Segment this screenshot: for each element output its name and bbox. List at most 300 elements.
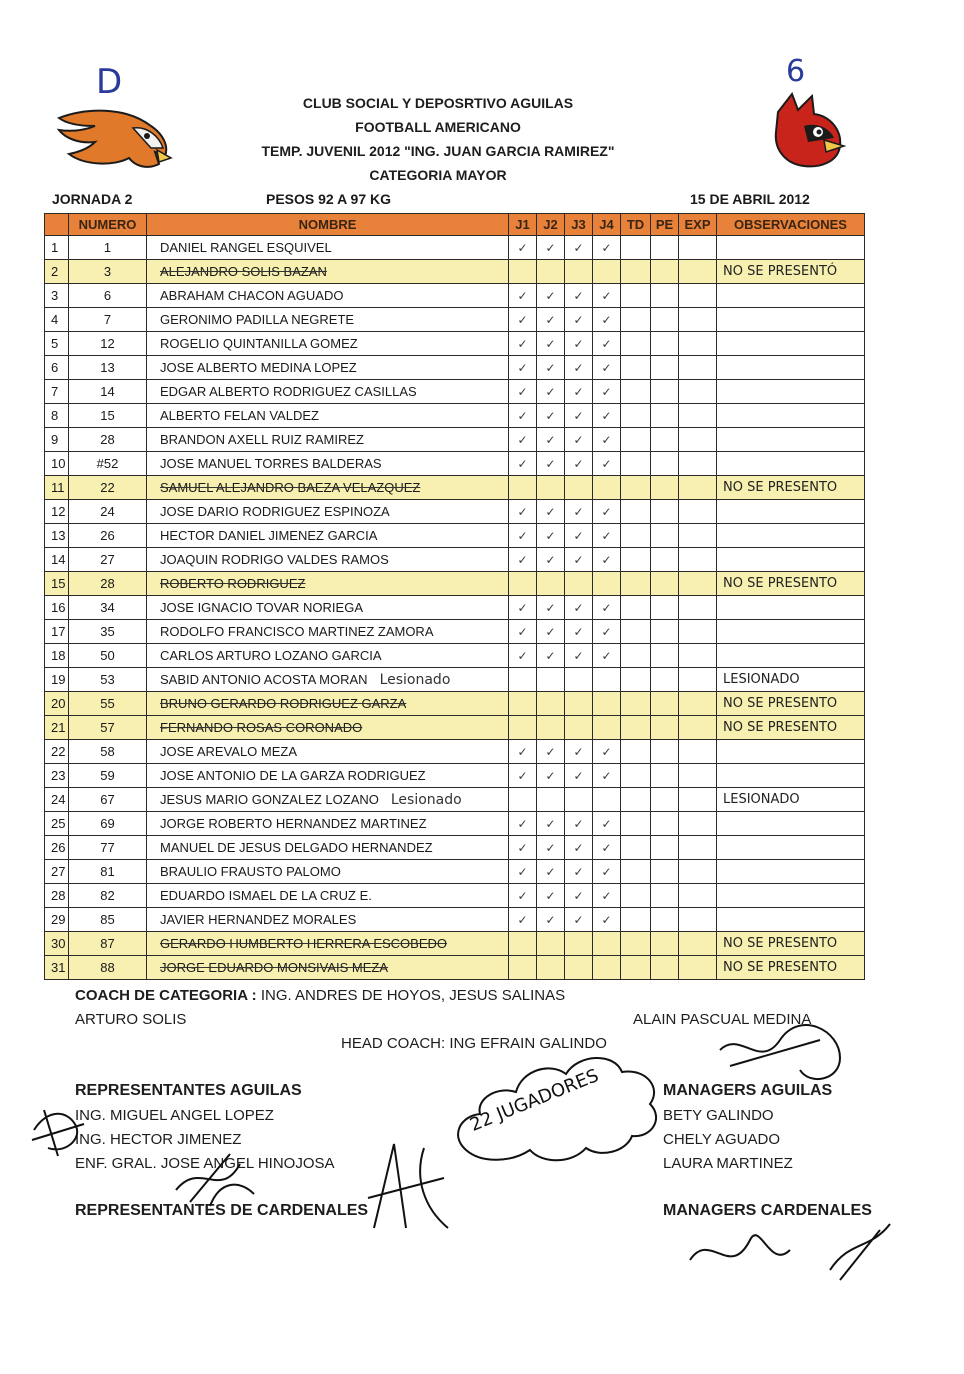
observation [717,860,865,884]
player-name-text: BRUNO GERARDO RODRIGUEZ GARZA [160,696,407,711]
row-index: 26 [45,836,69,860]
cell-exp [679,548,717,572]
cell-pe [651,236,679,260]
cell-pe [651,332,679,356]
table-row [45,884,865,908]
attendance-check-j1 [509,956,537,980]
sport-title: FOOTBALL AMERICANO [355,119,521,135]
row-index: 27 [45,860,69,884]
observation [717,764,865,788]
player-number: 27 [69,548,147,572]
player-number: #52 [69,452,147,476]
cell-pe [651,380,679,404]
attendance-check-j2: ✓ [537,500,565,524]
rep-aguilas-3: ENF. GRAL. JOSE ANGEL HINOJOSA [75,1155,335,1172]
observation: NO SE PRESENTO [717,716,865,740]
cell-pe [651,644,679,668]
table-row [45,356,865,380]
observation [717,500,865,524]
row-index: 20 [45,692,69,716]
col-observaciones: OBSERVACIONES [717,214,865,236]
row-index: 31 [45,956,69,980]
col-td: TD [621,214,651,236]
cell-td [621,284,651,308]
player-name [147,788,509,812]
table-row [45,524,865,548]
table-row [45,860,865,884]
player-name [147,428,509,452]
attendance-check-j4 [593,716,621,740]
attendance-check-j4 [593,956,621,980]
signature-right-top [700,1010,860,1090]
observation [717,740,865,764]
table-row [45,764,865,788]
player-name-text: GERONIMO PADILLA NEGRETE [160,312,355,327]
attendance-check-j2: ✓ [537,236,565,260]
attendance-check-j4 [593,692,621,716]
player-name [147,596,509,620]
attendance-check-j4 [593,668,621,692]
attendance-check-j4: ✓ [593,524,621,548]
attendance-check-j2 [537,716,565,740]
handwritten-total: 22 JUGADORES [467,1065,602,1136]
attendance-check-j1: ✓ [509,908,537,932]
player-number: 85 [69,908,147,932]
observation [717,908,865,932]
attendance-check-j1 [509,260,537,284]
cell-exp [679,356,717,380]
row-index: 12 [45,500,69,524]
coach-right: ALAIN PASCUAL MEDINA [633,1011,812,1028]
row-index: 17 [45,620,69,644]
player-name-text: JOSE ANTONIO DE LA GARZA RODRIGUEZ [160,768,426,783]
mgr-aguilas-title: MANAGERS AGUILAS [663,1082,833,1099]
player-name-text: ROGELIO QUINTANILLA GOMEZ [160,336,358,351]
observation [717,620,865,644]
cell-exp [679,236,717,260]
attendance-check-j2: ✓ [537,356,565,380]
player-name-text: SAMUEL ALEJANDRO BAEZA VELAZQUEZ [160,480,421,495]
season-title: TEMP. JUVENIL 2012 "ING. JUAN GARCIA RAMIREZ" [261,143,615,159]
attendance-check-j1: ✓ [509,764,537,788]
attendance-check-j3: ✓ [565,380,593,404]
player-name-text: RODOLFO FRANCISCO MARTINEZ ZAMORA [160,624,434,639]
player-name [147,884,509,908]
attendance-check-j3: ✓ [565,548,593,572]
attendance-check-j2: ✓ [537,644,565,668]
cell-pe [651,932,679,956]
handwritten-note: Lesionado [390,791,462,808]
player-number: 35 [69,620,147,644]
player-number: 69 [69,812,147,836]
cell-exp [679,380,717,404]
attendance-check-j2: ✓ [537,620,565,644]
cell-pe [651,692,679,716]
observation [717,428,865,452]
cell-td [621,836,651,860]
col-exp: EXP [679,214,717,236]
attendance-check-j3: ✓ [565,236,593,260]
row-index: 6 [45,356,69,380]
cell-pe [651,956,679,980]
attendance-check-j3 [565,932,593,956]
attendance-check-j4: ✓ [593,644,621,668]
cell-exp [679,452,717,476]
observation [717,332,865,356]
attendance-check-j2 [537,788,565,812]
attendance-check-j4: ✓ [593,380,621,404]
observation [717,356,865,380]
rep-aguilas-title: REPRESENTANTES AGUILAS [75,1082,302,1099]
attendance-check-j3: ✓ [565,332,593,356]
cell-td [621,524,651,548]
player-name-text: JOSE IGNACIO TOVAR NORIEGA [160,600,363,615]
row-index: 24 [45,788,69,812]
player-name-text: HECTOR DANIEL JIMENEZ GARCIA [160,528,378,543]
cell-exp [679,740,717,764]
col-j3: J3 [565,214,593,236]
player-name-text: CARLOS ARTURO LOZANO GARCIA [160,648,382,663]
rep-cardenales-title: REPRESENTANTES DE CARDENALES [75,1202,369,1219]
cell-pe [651,284,679,308]
player-name-text: BRAULIO FRAUSTO PALOMO [160,864,341,879]
row-index: 2 [45,260,69,284]
row-index: 9 [45,428,69,452]
table-row [45,572,865,596]
cell-td [621,572,651,596]
attendance-check-j3: ✓ [565,764,593,788]
cell-td [621,908,651,932]
player-name [147,236,509,260]
attendance-check-j2: ✓ [537,452,565,476]
player-name [147,812,509,836]
attendance-check-j1: ✓ [509,404,537,428]
table-row [45,620,865,644]
table-row [45,956,865,980]
row-index: 11 [45,476,69,500]
attendance-check-j2: ✓ [537,884,565,908]
player-number: 14 [69,380,147,404]
attendance-check-j4: ✓ [593,836,621,860]
player-name-text: JOSE DARIO RODRIGUEZ ESPINOZA [160,504,390,519]
row-index: 25 [45,812,69,836]
cell-pe [651,404,679,428]
cell-exp [679,644,717,668]
row-index: 7 [45,380,69,404]
player-name-text: ROBERTO RODRIGUEZ [160,576,306,591]
cell-exp [679,332,717,356]
table-row [45,500,865,524]
table-row [45,548,865,572]
cell-exp [679,524,717,548]
col-nombre: NOMBRE [147,214,509,236]
attendance-check-j2: ✓ [537,812,565,836]
cell-exp [679,476,717,500]
attendance-check-j1: ✓ [509,860,537,884]
attendance-check-j2: ✓ [537,764,565,788]
cell-td [621,308,651,332]
observation: LESIONADO [717,788,865,812]
table-row [45,380,865,404]
cell-exp [679,932,717,956]
coach-label: COACH DE CATEGORIA : [75,987,257,1004]
attendance-check-j1 [509,932,537,956]
table-row [45,596,865,620]
attendance-check-j4 [593,932,621,956]
cell-exp [679,836,717,860]
player-number: 81 [69,860,147,884]
table-row [45,812,865,836]
cell-td [621,428,651,452]
attendance-check-j3 [565,956,593,980]
round-label: JORNADA 2 [52,191,133,207]
player-name [147,908,509,932]
player-name-text: EDUARDO ISMAEL DE LA CRUZ E. [160,888,372,903]
player-name [147,404,509,428]
attendance-check-j4: ✓ [593,548,621,572]
roster-table [44,213,865,980]
attendance-check-j4: ✓ [593,356,621,380]
handwritten-mark-right: 6 [786,54,806,89]
player-name-text: JAVIER HERNANDEZ MORALES [160,912,357,927]
attendance-check-j2 [537,932,565,956]
observation [717,836,865,860]
player-name [147,740,509,764]
row-index: 5 [45,332,69,356]
attendance-check-j2 [537,260,565,284]
observation [717,524,865,548]
attendance-check-j4 [593,788,621,812]
row-index: 23 [45,764,69,788]
player-name-text: MANUEL DE JESUS DELGADO HERNANDEZ [160,840,433,855]
player-name-text: GERARDO HUMBERTO HERRERA ESCOBEDO [160,936,448,951]
row-index: 13 [45,524,69,548]
rep-aguilas-2: ING. HECTOR JIMENEZ [75,1131,242,1148]
observation [717,596,865,620]
player-name [147,500,509,524]
player-number: 34 [69,596,147,620]
player-number: 28 [69,428,147,452]
cell-exp [679,788,717,812]
mgr-aguilas-1: BETY GALINDO [663,1107,774,1124]
observation: NO SE PRESENTO [717,692,865,716]
attendance-check-j1: ✓ [509,332,537,356]
player-name [147,260,509,284]
attendance-check-j2: ✓ [537,596,565,620]
player-number: 82 [69,884,147,908]
player-name-text: JOAQUIN RODRIGO VALDES RAMOS [160,552,389,567]
total-cloud [446,1040,668,1170]
cell-pe [651,476,679,500]
player-name-text: ALEJANDRO SOLIS BAZAN [160,264,327,279]
cell-td [621,596,651,620]
player-name-text: SABID ANTONIO ACOSTA MORAN [160,671,368,687]
player-number: 7 [69,308,147,332]
player-number: 6 [69,284,147,308]
attendance-check-j4: ✓ [593,500,621,524]
player-name-text: ABRAHAM CHACON AGUADO [160,288,344,303]
attendance-check-j1: ✓ [509,740,537,764]
cell-td [621,788,651,812]
attendance-check-j1: ✓ [509,380,537,404]
cell-td [621,740,651,764]
attendance-check-j3 [565,260,593,284]
attendance-check-j4: ✓ [593,428,621,452]
observation: NO SE PRESENTO [717,932,865,956]
cell-pe [651,668,679,692]
signature-mid [170,1150,260,1210]
cell-td [621,692,651,716]
table-row [45,404,865,428]
attendance-check-j3: ✓ [565,308,593,332]
attendance-check-j1 [509,476,537,500]
player-name [147,620,509,644]
player-name [147,524,509,548]
player-name [147,860,509,884]
attendance-check-j4 [593,476,621,500]
row-index: 30 [45,932,69,956]
coach-line-2: ARTURO SOLIS [75,1011,187,1028]
col-idx [45,214,69,236]
cell-pe [651,788,679,812]
attendance-check-j3 [565,668,593,692]
attendance-check-j3: ✓ [565,284,593,308]
table-row [45,476,865,500]
table-header [45,214,865,236]
player-name [147,716,509,740]
table-row [45,428,865,452]
cell-pe [651,812,679,836]
observation: NO SE PRESENTÓ [717,260,865,284]
attendance-check-j1: ✓ [509,428,537,452]
player-name [147,356,509,380]
player-number: 53 [69,668,147,692]
attendance-check-j4: ✓ [593,404,621,428]
col-j2: J2 [537,214,565,236]
attendance-check-j2 [537,692,565,716]
player-name [147,956,509,980]
handwritten-mark-left: D [96,62,123,102]
attendance-check-j2: ✓ [537,548,565,572]
row-index: 18 [45,644,69,668]
cell-pe [651,260,679,284]
cell-td [621,332,651,356]
row-index: 15 [45,572,69,596]
player-number: 55 [69,692,147,716]
row-index: 3 [45,284,69,308]
attendance-check-j3: ✓ [565,884,593,908]
club-title: CLUB SOCIAL Y DEPOSRTIVO AGUILAS [302,95,574,111]
cell-exp [679,908,717,932]
attendance-check-j4: ✓ [593,284,621,308]
rep-aguilas-1: ING. MIGUEL ANGEL LOPEZ [75,1107,274,1124]
category-title: CATEGORIA MAYOR [369,167,507,183]
player-number: 59 [69,764,147,788]
player-number: 26 [69,524,147,548]
attendance-check-j3: ✓ [565,620,593,644]
cell-exp [679,572,717,596]
observation [717,548,865,572]
observation [717,284,865,308]
cell-pe [651,548,679,572]
row-index: 4 [45,308,69,332]
attendance-check-j4: ✓ [593,860,621,884]
attendance-check-j4 [593,572,621,596]
attendance-check-j2: ✓ [537,860,565,884]
cell-exp [679,668,717,692]
player-name-text: BRANDON AXELL RUIZ RAMIREZ [160,432,364,447]
attendance-check-j1: ✓ [509,236,537,260]
player-name-text: JOSE ALBERTO MEDINA LOPEZ [160,360,357,375]
table-row [45,644,865,668]
row-index: 8 [45,404,69,428]
cell-pe [651,500,679,524]
row-index: 1 [45,236,69,260]
cell-pe [651,884,679,908]
mgr-aguilas-3: LAURA MARTINEZ [663,1155,793,1172]
attendance-check-j2: ✓ [537,308,565,332]
attendance-check-j1: ✓ [509,500,537,524]
coach-names: ING. ANDRES DE HOYOS, JESUS SALINAS [260,987,566,1004]
attendance-check-j4: ✓ [593,452,621,476]
attendance-check-j1: ✓ [509,452,537,476]
player-name [147,308,509,332]
cell-exp [679,404,717,428]
attendance-check-j3: ✓ [565,404,593,428]
head-coach: HEAD COACH: ING EFRAIN GALINDO [341,1035,607,1052]
attendance-check-j3: ✓ [565,596,593,620]
attendance-check-j3: ✓ [565,356,593,380]
mgr-aguilas-2: CHELY AGUADO [663,1131,780,1148]
attendance-check-j3: ✓ [565,908,593,932]
cell-td [621,716,651,740]
cell-exp [679,620,717,644]
observation: NO SE PRESENTO [717,476,865,500]
cell-pe [651,524,679,548]
row-index: 14 [45,548,69,572]
row-index: 21 [45,716,69,740]
cell-td [621,236,651,260]
player-number: 24 [69,500,147,524]
table-row [45,308,865,332]
player-number: 88 [69,956,147,980]
attendance-check-j4: ✓ [593,908,621,932]
attendance-check-j2: ✓ [537,284,565,308]
attendance-check-j3 [565,692,593,716]
cell-pe [651,620,679,644]
observation [717,380,865,404]
mgr-cardenales-title: MANAGERS CARDENALES [663,1202,872,1219]
cell-exp [679,284,717,308]
player-name [147,332,509,356]
table-row [45,332,865,356]
player-name-text: JESUS MARIO GONZALEZ LOZANO [160,791,379,807]
attendance-check-j1 [509,692,537,716]
cell-td [621,956,651,980]
player-number: 58 [69,740,147,764]
attendance-check-j4: ✓ [593,596,621,620]
player-number: 22 [69,476,147,500]
player-name [147,572,509,596]
col-j4: J4 [593,214,621,236]
player-name [147,668,509,692]
cell-pe [651,908,679,932]
cell-pe [651,764,679,788]
table-row [45,932,865,956]
cell-exp [679,500,717,524]
player-name-text: JORGE ROBERTO HERNANDEZ MARTINEZ [160,816,427,831]
player-name [147,284,509,308]
